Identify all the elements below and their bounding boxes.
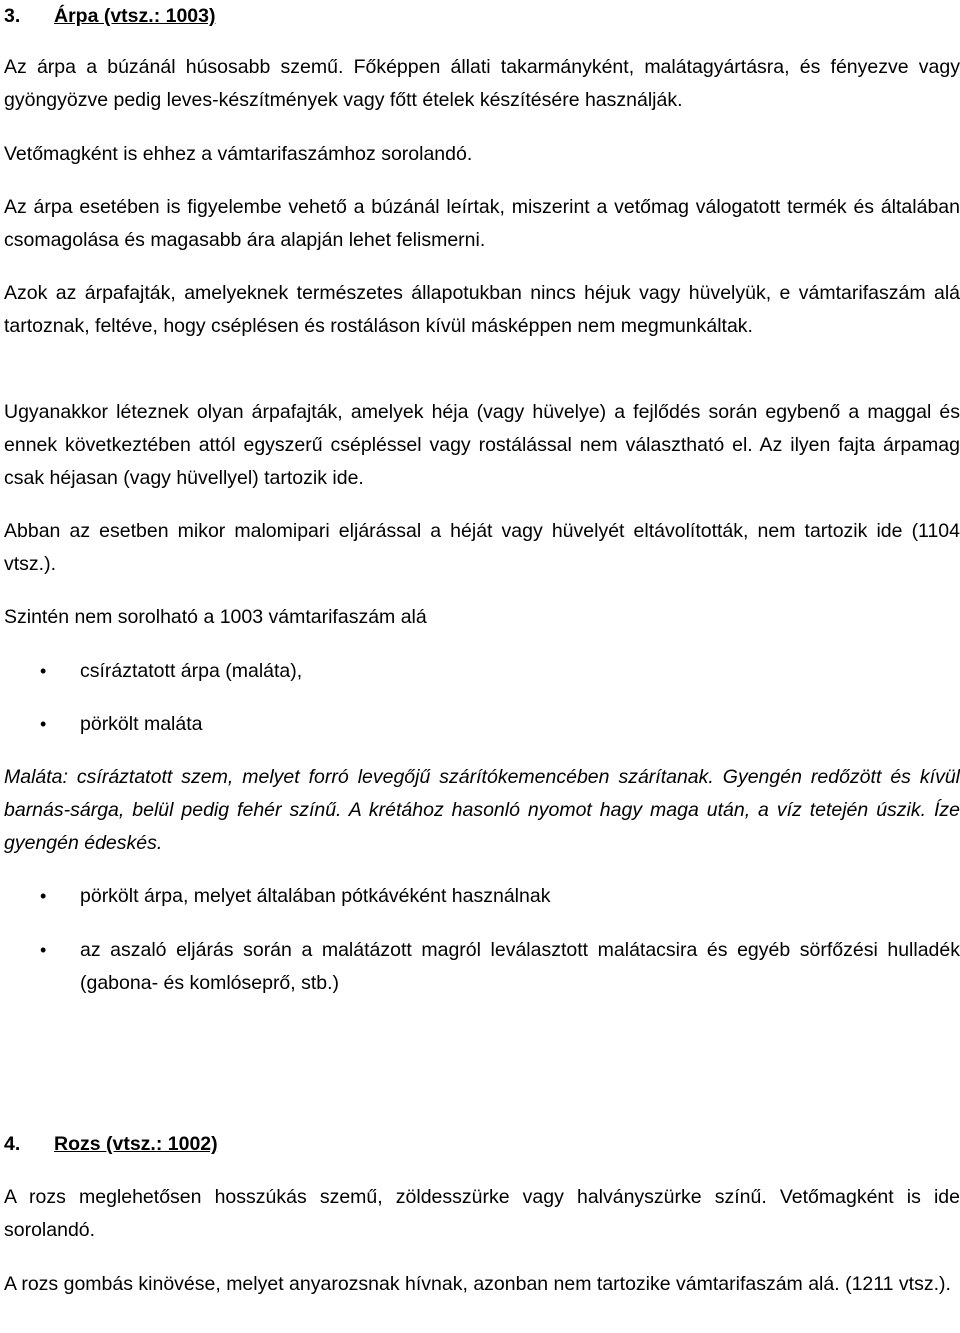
section-4-heading xyxy=(4,1128,218,1161)
list-item xyxy=(4,934,960,1000)
section-3-paragraph-5: Ugyanakkor léteznek olyan árpafajták, amelyek héja (vagy hüvelye) a fejlődés során egybenő a maggal és ennek következtében attól egyszerű csépléssel vagy rostálással nem választható el. Az ilyen fajta árpamag csak héjasan (vagy hüvellyel) tartozik ide. xyxy=(4,401,960,489)
section-4-title: Rozs (vtsz.: 1002) xyxy=(54,1133,218,1155)
list-item-text: csíráztatott árpa (maláta), xyxy=(80,660,303,682)
section-4-paragraph-2: A rozs gombás kinövése, melyet anyarozsnak hívnak, azonban nem tartozike vámtarifaszám alá. (1211 vtsz.). xyxy=(4,1273,951,1295)
section-3-paragraph-7: Szintén nem sorolható a 1003 vámtarifaszám alá xyxy=(4,606,427,628)
section-3-heading xyxy=(4,0,215,33)
list-item-text: az aszaló eljárás során a malátázott magról leválasztott malátacsira és egyéb sörfőzési hulladék (gabona- és komlóseprő, stb.) xyxy=(80,939,960,994)
list-item xyxy=(4,708,960,741)
bullet-icon: • xyxy=(40,886,47,906)
section-4-number: 4. xyxy=(4,1133,21,1155)
bullet-icon: • xyxy=(40,940,47,960)
section-3-paragraph-6: Abban az esetben mikor malomipari eljárással a héját vagy hüvelyét eltávolították, nem tartozik ide (1104 vtsz.). xyxy=(4,520,960,575)
section-3-number: 3. xyxy=(4,5,21,27)
section-3-title: Árpa (vtsz.: 1003) xyxy=(54,5,216,27)
list-item-text: pörkölt maláta xyxy=(80,713,203,735)
bullet-icon: • xyxy=(40,714,47,734)
list-item-text: pörkölt árpa, melyet általában pótkávéként használnak xyxy=(80,885,551,907)
list-item xyxy=(4,880,960,913)
section-3-paragraph-3: Az árpa esetében is figyelembe vehető a búzánál leírtak, miszerint a vetőmag válogatott termék és általában csomagolása és magasabb ára alapján lehet felismerni. xyxy=(4,196,960,251)
section-3-paragraph-2: Vetőmagként is ehhez a vámtarifaszámhoz sorolandó. xyxy=(4,143,473,165)
section-3-paragraph-4: Azok az árpafajták, amelyeknek természetes állapotukban nincs héjuk vagy hüvelyük, e vámtarifaszám alá tartoznak, feltéve, hogy cséplésen és rostáláson kívül másképpen nem megmunkáltak. xyxy=(4,282,960,337)
section-4-paragraph-1: A rozs meglehetősen hosszúkás szemű, zöldesszürke vagy halványszürke színű. Vetőmagként is ide sorolandó. xyxy=(4,1186,960,1241)
malt-definition-note: Maláta: csíráztatott szem, melyet forró levegőjű szárítókemencében szárítanak. Gyengén redőzött és kívül barnás-sárga, belül pedig fehér színű. A krétához hasonló nyomot hagy maga után, a víz tetején úszik. Íze gyengén édeskés. xyxy=(4,766,960,854)
section-3-paragraph-1: Az árpa a búzánál húsosabb szemű. Főképpen állati takarmányként, malátagyártásra, és fényezve vagy gyöngyözve pedig leves-készítmények vagy főtt ételek készítésére használják. xyxy=(4,56,960,111)
list-item xyxy=(4,655,960,688)
bullet-icon: • xyxy=(40,661,47,681)
